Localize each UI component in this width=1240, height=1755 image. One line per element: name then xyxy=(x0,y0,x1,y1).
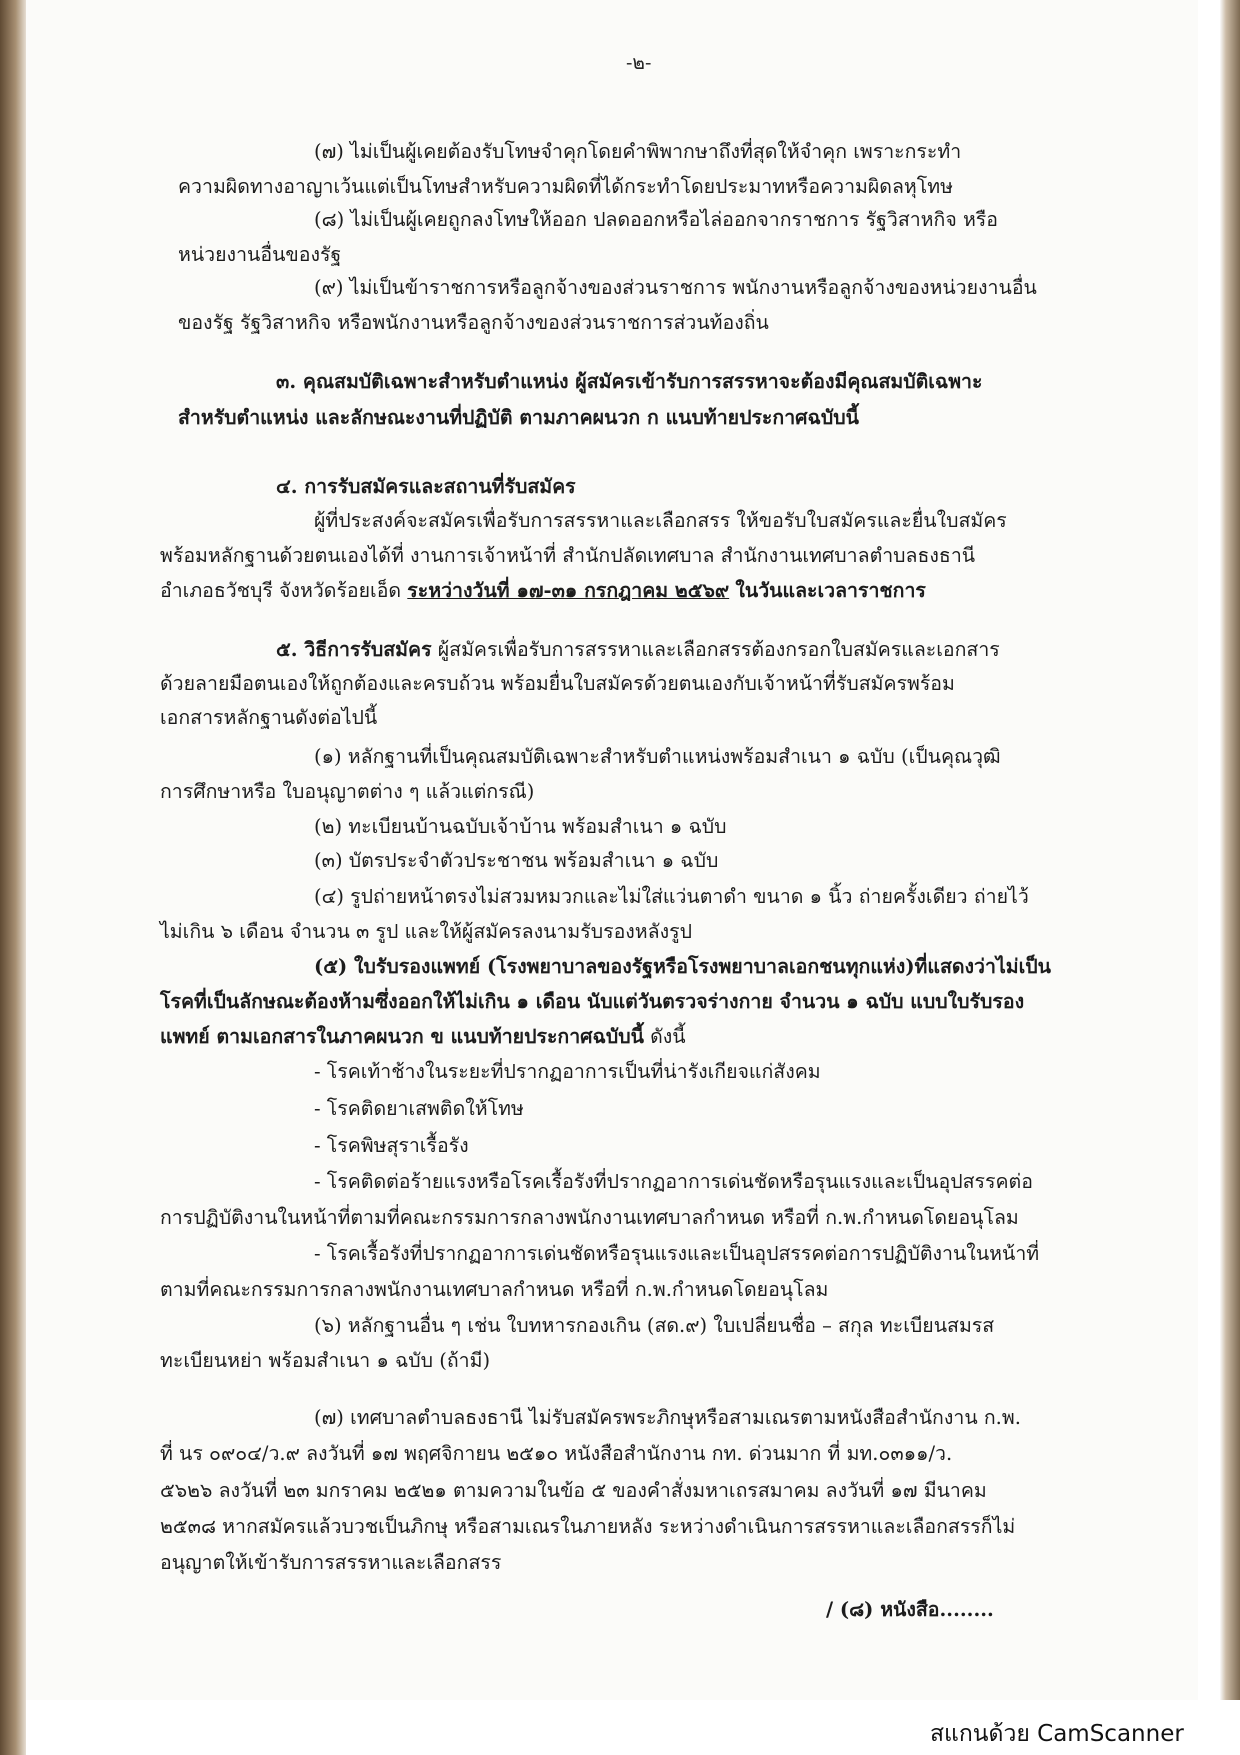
text-line: โรคที่เป็นลักษณะต้องห้ามซึ่งออกให้ไม่เกิน ๑ เดือน นับแต่วันตรวจร่างกาย จำนวน ๑ ฉบับ แบบใบรับรอง xyxy=(160,990,1025,1013)
section-3-heading: ๓. คุณสมบัติเฉพาะสำหรับตำแหน่ง ผู้สมัครเข้ารับการสรรหาจะต้องมีคุณสมบัติเฉพาะ xyxy=(276,370,983,393)
text-line: ๕๖๒๖ ลงวันที่ ๒๓ มกราคม ๒๕๒๑ ตามความในข้อ ๕ ของคำสั่งมหาเถรสมาคม ลงวันที่ ๑๗ มีนาคม xyxy=(160,1479,987,1502)
text-line: หน่วยงานอื่นของรัฐ xyxy=(178,243,342,266)
continuation-note: / (๘) หนังสือ........ xyxy=(826,1598,994,1621)
text-line: พร้อมหลักฐานด้วยตนเองได้ที่ งานการเจ้าหน้าที่ สำนักปลัดเทศบาล สำนักงานเทศบาลตำบลธงธานี xyxy=(160,544,976,567)
text-line: อนุญาตให้เข้ารับการสรรหาและเลือกสรร xyxy=(160,1551,502,1574)
text-line: - โรคเรื้อรังที่ปรากฏอาการเด่นชัดหรือรุนแรงและเป็นอุปสรรคต่อการปฏิบัติงานในหน้าที่ xyxy=(314,1242,1040,1265)
text-line xyxy=(160,1025,686,1049)
text-line: (๘) ไม่เป็นผู้เคยถูกลงโทษให้ออก ปลดออกหรือไล่ออกจากราชการ รัฐวิสาหกิจ หรือ xyxy=(314,208,998,231)
text-segment: แพทย์ ตามเอกสารในภาคผนวก ข แนบท้ายประกาศฉบับนี้ xyxy=(160,1025,644,1048)
text-segment: ในวันและเวลาราชการ xyxy=(735,579,926,602)
text-line: (๙) ไม่เป็นข้าราชการหรือลูกจ้างของส่วนราชการ พนักงานหรือลูกจ้างของหน่วยงานอื่น xyxy=(314,276,1037,299)
text-line: - โรคติดต่อร้ายแรงหรือโรคเรื้อรังที่ปรากฏอาการเด่นชัดหรือรุนแรงและเป็นอุปสรรคต่อ xyxy=(314,1170,1033,1193)
text-segment: ผู้สมัครเพื่อรับการสรรหาและเลือกสรรต้องกรอกใบสมัครและเอกสาร xyxy=(437,638,1000,661)
camscanner-footer: สแกนด้วย CamScanner xyxy=(930,1721,1184,1747)
text-line: - โรคเท้าช้างในระยะที่ปรากฏอาการเป็นที่น่ารังเกียจแก่สังคม xyxy=(314,1060,821,1083)
text-line: เอกสารหลักฐานดังต่อไปนี้ xyxy=(160,706,378,729)
text-line: (๔) รูปถ่ายหน้าตรงไม่สวมหมวกและไม่ใส่แว่นตาดำ ขนาด ๑ นิ้ว ถ่ายครั้งเดียว ถ่ายไว้ xyxy=(314,885,1029,908)
text-line: (๕) ใบรับรองแพทย์ (โรงพยาบาลของรัฐหรือโรงพยาบาลเอกชนทุกแห่ง)ที่แสดงว่าไม่เป็น xyxy=(314,955,1051,978)
text-line: ๒๕๓๘ หากสมัครแล้วบวชเป็นภิกษุ หรือสามเณรในภายหลัง ระหว่างดำเนินการสรรหาและเลือกสรรก็ไม่ xyxy=(160,1515,1016,1538)
text-line: (๑) หลักฐานที่เป็นคุณสมบัติเฉพาะสำหรับตำแหน่งพร้อมสำเนา ๑ ฉบับ (เป็นคุณวุฒิ xyxy=(314,745,1001,768)
application-period: ระหว่างวันที่ ๑๗-๓๑ กรกฎาคม ๒๕๖๙ xyxy=(407,579,730,602)
text-line: ของรัฐ รัฐวิสาหกิจ หรือพนักงานหรือลูกจ้างของส่วนราชการส่วนท้องถิ่น xyxy=(178,311,769,334)
text-line: ที่ นร ๐๙๐๔/ว.๙ ลงวันที่ ๑๗ พฤศจิกายน ๒๕๑๐ หนังสือสำนักงาน กท. ด่วนมาก ที่ มท.๐๓๑๑/ว. xyxy=(160,1442,953,1465)
document-page xyxy=(26,0,1198,1700)
section-4-heading: ๔. การรับสมัครและสถานที่รับสมัคร xyxy=(276,475,576,498)
text-segment: อำเภอธวัชบุรี จังหวัดร้อยเอ็ด xyxy=(160,579,402,602)
text-line: สำหรับตำแหน่ง และลักษณะงานที่ปฏิบัติ ตามภาคผนวก ก แนบท้ายประกาศฉบับนี้ xyxy=(178,406,859,429)
text-line xyxy=(276,638,1000,662)
text-line: - โรคติดยาเสพติดให้โทษ xyxy=(314,1097,524,1120)
text-segment: ดังนี้ xyxy=(650,1025,686,1048)
text-line: (๒) ทะเบียนบ้านฉบับเจ้าบ้าน พร้อมสำเนา ๑ ฉบับ xyxy=(314,815,727,838)
text-line: ด้วยลายมือตนเองให้ถูกต้องและครบถ้วน พร้อมยื่นใบสมัครด้วยตนเองกับเจ้าหน้าที่รับสมัครพร้อม xyxy=(160,672,955,695)
scan-right-shadow xyxy=(1220,0,1240,1700)
section-5-heading: ๕. วิธีการรับสมัคร xyxy=(276,638,432,661)
text-line: ทะเบียนหย่า พร้อมสำเนา ๑ ฉบับ (ถ้ามี) xyxy=(160,1349,491,1372)
text-line: ตามที่คณะกรรมการกลางพนักงานเทศบาลกำหนด หรือที่ ก.พ.กำหนดโดยอนุโลม xyxy=(160,1278,829,1301)
text-line: (๗) ไม่เป็นผู้เคยต้องรับโทษจำคุกโดยคำพิพากษาถึงที่สุดให้จำคุก เพราะกระทำ xyxy=(314,140,962,163)
text-line: (๖) หลักฐานอื่น ๆ เช่น ใบทหารกองเกิน (สด.๙) ใบเปลี่ยนชื่อ – สกุล ทะเบียนสมรส xyxy=(314,1314,995,1337)
text-line: ผู้ที่ประสงค์จะสมัครเพื่อรับการสรรหาและเลือกสรร ให้ขอรับใบสมัครและยื่นใบสมัคร xyxy=(314,509,1007,532)
text-line xyxy=(160,579,926,603)
text-line: การปฏิบัติงานในหน้าที่ตามที่คณะกรรมการกลางพนักงานเทศบาลกำหนด หรือที่ ก.พ.กำหนดโดยอนุโลม xyxy=(160,1206,1019,1229)
text-line: ไม่เกิน ๖ เดือน จำนวน ๓ รูป และให้ผู้สมัครลงนามรับรองหลังรูป xyxy=(160,920,692,943)
text-line: ความผิดทางอาญาเว้นแต่เป็นโทษสำหรับความผิดที่ได้กระทำโดยประมาทหรือความผิดลหุโทษ xyxy=(178,175,953,198)
text-line: (๗) เทศบาลตำบลธงธานี ไม่รับสมัครพระภิกษุหรือสามเณรตามหนังสือสำนักงาน ก.พ. xyxy=(314,1406,1021,1429)
text-line: การศึกษาหรือ ใบอนุญาตต่าง ๆ แล้วแต่กรณี) xyxy=(160,780,535,803)
scan-left-shadow xyxy=(0,0,26,1755)
text-line: (๓) บัตรประจำตัวประชาชน พร้อมสำเนา ๑ ฉบับ xyxy=(314,849,719,872)
text-line: - โรคพิษสุราเรื้อรัง xyxy=(314,1134,469,1157)
page-number: -๒- xyxy=(626,52,652,74)
